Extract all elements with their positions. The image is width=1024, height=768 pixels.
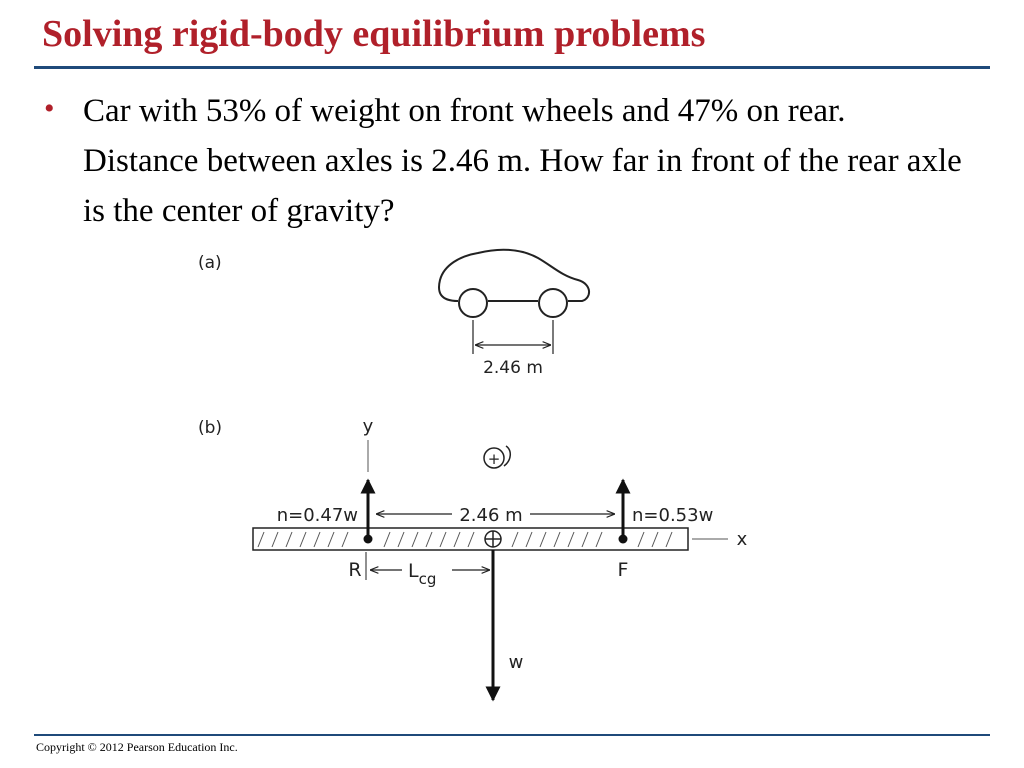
panel-b-label: (b) <box>198 418 223 438</box>
front-wheel <box>539 289 567 317</box>
center-of-gravity-symbol <box>485 531 501 547</box>
y-axis-label: y <box>362 416 374 437</box>
rear-point-label: R <box>348 559 362 581</box>
x-axis-label: x <box>736 529 748 550</box>
bullet-text: Car with 53% of weight on front wheels and 47% on rear. Distance between axles is 2.46 m. How far in front of the rear axle is the center of gravity? <box>83 93 962 229</box>
footer-divider <box>34 734 990 736</box>
front-axle-point <box>619 535 628 544</box>
front-force-label: n=0.53w <box>632 505 714 526</box>
rotation-sign <box>484 446 510 468</box>
slide-title: Solving rigid-body equilibrium problems <box>42 13 706 55</box>
svg-text:+: + <box>487 450 501 468</box>
rear-force-label: n=0.47w <box>276 505 358 526</box>
lcg-label: $L_{cg}$ <box>408 560 437 588</box>
rear-wheel <box>459 289 487 317</box>
span-label: 2.46 m <box>459 505 523 526</box>
axle-distance-label: 2.46 m <box>483 358 543 378</box>
copyright-text: Copyright © 2012 Pearson Education Inc. <box>36 740 238 754</box>
bullet-marker: • <box>44 92 55 125</box>
car-drawing <box>439 250 589 317</box>
panel-a-label: (a) <box>198 253 222 273</box>
rear-axle-point <box>364 535 373 544</box>
weight-label: w <box>508 652 524 673</box>
front-point-label: F <box>617 559 629 581</box>
axle-dimension <box>473 320 553 354</box>
